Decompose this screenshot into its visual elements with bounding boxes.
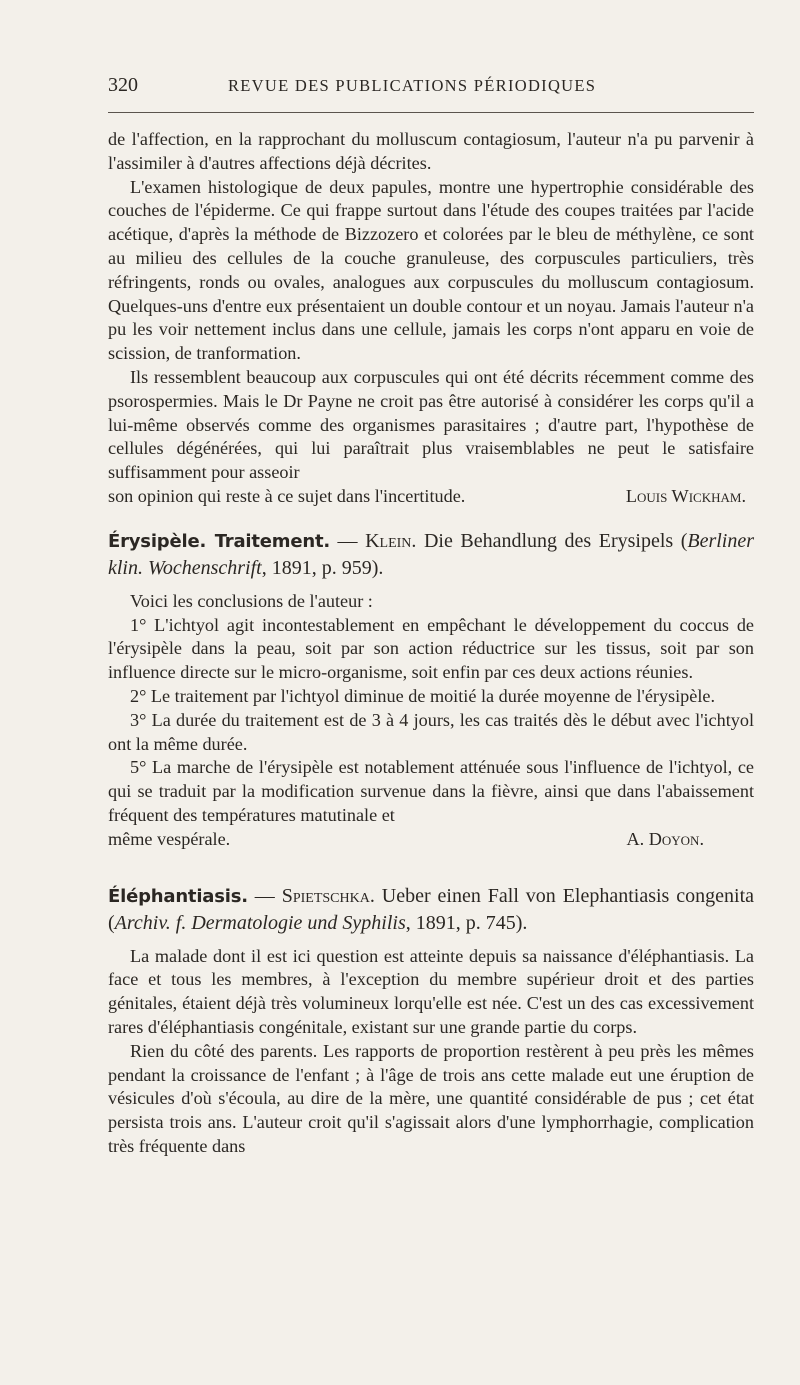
journal-name: Archiv. f. Dermatologie und Syphilis bbox=[114, 911, 406, 934]
signature-author: A. Doyon. bbox=[626, 828, 704, 849]
paragraph: de l'affection, en la rapprochant du molluscum contagiosum, l'auteur n'a pu parvenir à l'assimiler à d'autres affections déjà décrites. bbox=[108, 129, 754, 173]
journal-name: Berliner klin. Wochenschrift bbox=[108, 529, 755, 579]
signature-line bbox=[108, 828, 754, 852]
paragraph: 5° La marche de l'érysipèle est notablement atténuée sous l'influence de l'ichtyol, ce qui se traduit par la modification survenue dans la fièvre, ainsi que dans l'abaissement fréquent des températures matutinale et bbox=[108, 757, 754, 825]
paragraph: Rien du côté des parents. Les rapports de proportion restèrent à peu près les mêmes pendant la croissance de l'enfant ; à l'âge de trois ans cette malade eut une éruption de vésicules d'où s'écoula, au dire de la mère, une quantité considérable de pus ; cet état persista trois ans. L'auteur croit qu'il s'agissait alors d'une lymphorrhagie, complication très fréquente dans bbox=[108, 1040, 754, 1156]
article-title-elephantiasis bbox=[108, 883, 754, 937]
body-text bbox=[108, 128, 754, 1159]
article-title-text: Ueber einen Fall von Elephantiasis congenita ( bbox=[108, 884, 754, 934]
header-rule bbox=[108, 112, 754, 113]
citation: , 1891, p. 745). bbox=[405, 911, 528, 934]
article-author: — Spietschka. bbox=[247, 884, 375, 907]
paragraph: 3° La durée du traitement est de 3 à 4 jours, les cas traités dès le début avec l'ichtyol ont la même durée. bbox=[108, 709, 754, 754]
citation: , 1891, p. 959). bbox=[261, 556, 384, 579]
paragraph: 1° L'ichtyol agit incontestablement en empêchant le développement du coccus de l'érysipèle dans la peau, soit par son action réductrice sur les tissus, soit par son influence directe sur le micro-organisme, soit enfin par ces deux actions réunies. bbox=[108, 614, 754, 683]
running-title: REVUE DES PUBLICATIONS PÉRIODIQUES bbox=[228, 76, 597, 95]
paragraph: L'examen histologique de deux papules, montre une hypertrophie considérable des couches de l'épiderme. Ce qui frappe surtout dans l'étude des coupes traitées par l'acide acétique, d'après la méthode de Bizzozero et colorées par le bleu de méthylène, ce sont au milieu des cellules de la couche granuleuse, des corpuscules particuliers, très réfringents, ronds ou ovales, analogues aux corpuscules du molluscum contagiosum. Quelques-uns d'entre eux présentaient un double contour et un noyau. Jamais l'auteur n'a pu les voir nettement inclus dans une cellule, jamais les corps n'ont apparu en voie de scission, de tranformation. bbox=[108, 176, 754, 364]
article-title-text: Die Behandlung des Erysipels ( bbox=[416, 529, 688, 552]
paragraph: Ils ressemblent beaucoup aux corpuscules qui ont été décrits récemment comme des psorospermies. Mais le Dr Payne ne croit pas être autorisé à considérer les corps qu'il a lui-même observés comme des organismes parasitaires ; d'autre part, l'hypothèse de cellules dégénérées, qui lui paraîtrait plus vraisemblables ne peut le satisfaire suffisamment pour asseoir bbox=[108, 366, 754, 483]
paragraph: 2° Le traitement par l'ichtyol diminue de moitié la durée moyenne de l'érysipèle. bbox=[130, 685, 716, 706]
paragraph: La malade dont il est ici question est atteinte depuis sa naissance d'éléphantiasis. La face et tous les membres, à l'exception du membre supérieur droit et des parties génitales, étaient déjà très volumineux lorqu'elle est née. C'est un des cas excessivement rares d'éléphantiasis congénitale, existant sur une grande partie du corps. bbox=[108, 945, 754, 1037]
article-keyword: Érysipèle. Traitement. bbox=[108, 530, 331, 552]
article-title-erysipele bbox=[108, 528, 754, 582]
page-header bbox=[108, 74, 754, 100]
signature-author: Louis Wickham. bbox=[625, 485, 746, 506]
signature-text: son opinion qui reste à ce sujet dans l'incertitude. bbox=[108, 485, 466, 506]
article-keyword: Éléphantiasis. bbox=[108, 885, 248, 907]
page-number: 320 bbox=[108, 74, 138, 96]
signature-text: même vespérale. bbox=[108, 828, 231, 849]
article-author: — Klein. bbox=[330, 529, 417, 552]
paragraph: Voici les conclusions de l'auteur : bbox=[130, 590, 373, 611]
signature-line bbox=[108, 485, 754, 509]
